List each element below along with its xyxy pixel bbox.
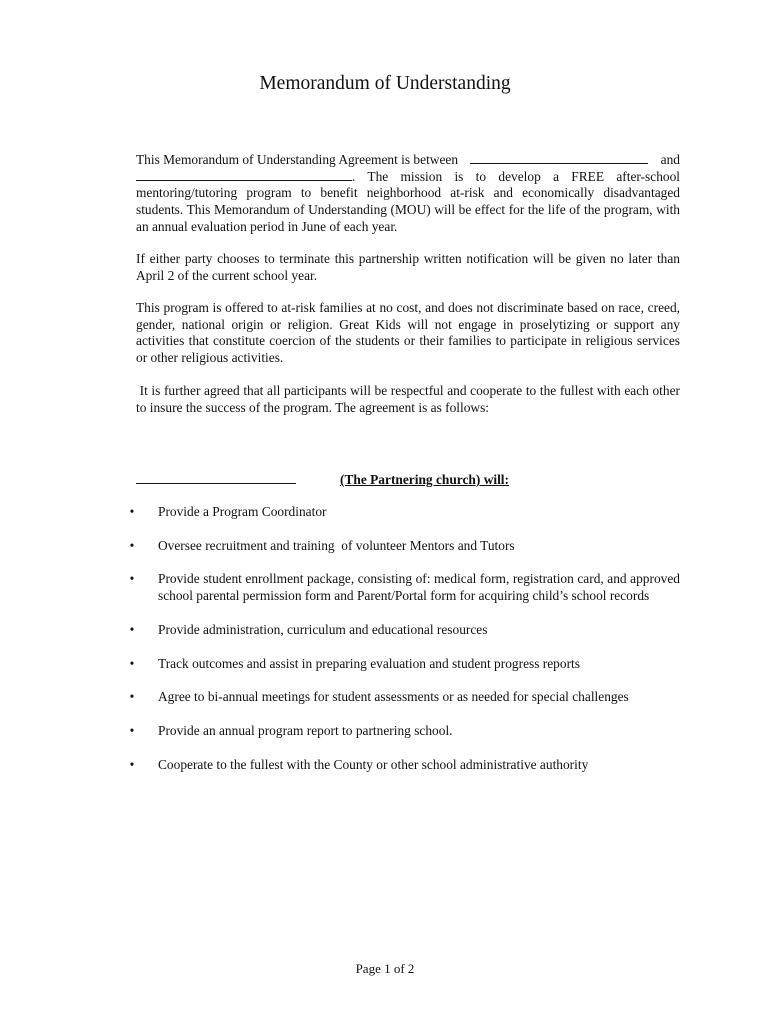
bullet-icon: • (129, 504, 135, 519)
bullet-icon: • (129, 621, 135, 637)
page-number: Page 1 of 2 (355, 961, 415, 976)
list-item-text: Provide a Program Coordinator (158, 504, 327, 519)
list-item-text: Provide student enrollment package, consisting of: medical form, registration card, and approved school parental permission form and Parent/Portal form for acquiring child’s school records (158, 571, 680, 604)
list-item-text: Agree to bi-annual meetings for student assessments or as needed for special challenges (158, 689, 629, 705)
list-item (120, 689, 680, 706)
intro-text-and: and (660, 152, 680, 167)
document-title: Memorandum of Understanding (259, 73, 511, 94)
list-item-text: Provide an annual program report to partnering school. (158, 722, 453, 738)
section-heading-text: (The Partnering church) will: (340, 472, 509, 487)
list-item-text: Cooperate to the fullest with the County or other school administrative authority (158, 756, 589, 772)
list-item (120, 723, 680, 740)
section-heading (136, 471, 680, 488)
list-item-text: Oversee recruitment and training of volunteer Mentors and Tutors (158, 537, 515, 553)
intro-line-1 (136, 152, 680, 169)
list-item (120, 504, 680, 521)
bullet-icon: • (129, 537, 135, 553)
bullet-icon: • (129, 756, 135, 772)
list-item-text: Provide administration, curriculum and educational resources (158, 621, 488, 637)
list-item (120, 538, 680, 555)
intro-paragraph (136, 152, 680, 236)
party-two-blank[interactable] (136, 169, 352, 181)
list-item (120, 571, 680, 604)
termination-paragraph: If either party chooses to terminate this partnership written notification will be given no later than April 2 of the current school year. (136, 251, 680, 283)
bullet-icon: • (129, 655, 135, 671)
intro-mission-text: . The mission is to develop a FREE after-school (352, 168, 680, 184)
bullet-icon: • (129, 722, 135, 738)
list-item (120, 757, 680, 774)
intro-line-2 (136, 169, 680, 186)
nondiscrimination-paragraph: This program is offered to at-risk families at no cost, and does not discriminate based on race, creed, gender, national origin or religion. Great Kids will not engage in proselytizing or support any activities that constitute coercion of the students or their families to participate in religious services or other religious activities. (136, 300, 680, 366)
responsibilities-list (120, 504, 680, 773)
agreement-paragraph: It is further agreed that all participants will be respectful and cooperate to the fullest with each other to insure the success of the program. The agreement is as follows: (136, 383, 684, 415)
church-name-blank[interactable] (136, 471, 296, 484)
intro-text-start: This Memorandum of Understanding Agreement is between (136, 152, 459, 167)
list-item-text: Track outcomes and assist in preparing evaluation and student progress reports (158, 655, 580, 671)
bullet-icon: • (129, 571, 135, 587)
party-one-blank[interactable] (470, 152, 648, 164)
bullet-icon: • (129, 689, 135, 705)
list-item (120, 656, 680, 673)
list-item (120, 622, 680, 639)
intro-text-rest: mentoring/tutoring program to benefit neighborhood at-risk and economically disadvantaged students. This Memorandum of Understanding (MOU) will be effect for the life of the program, with an annual evaluation period in June of each year. (136, 185, 680, 234)
